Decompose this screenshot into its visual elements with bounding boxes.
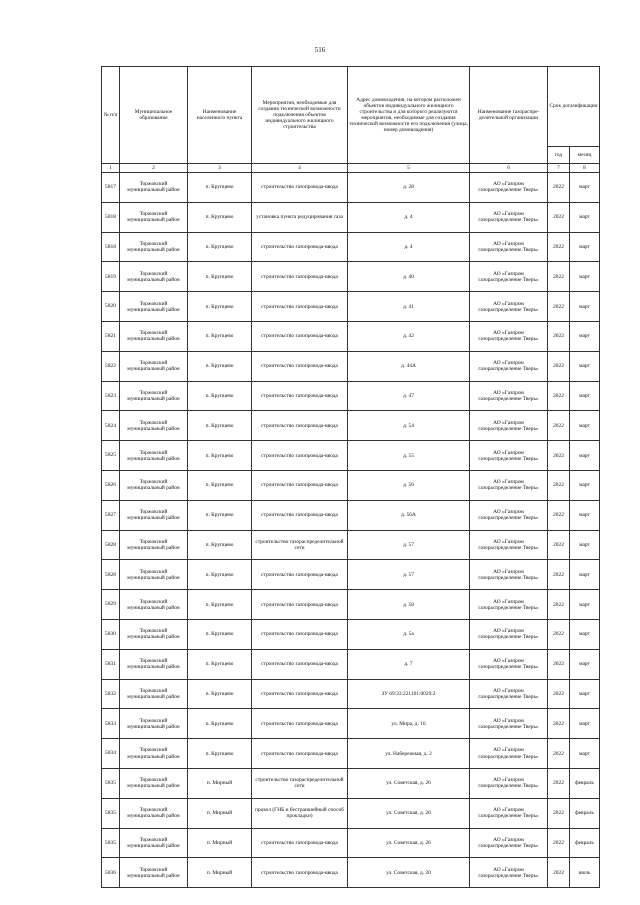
row-month: март [570, 500, 600, 530]
row-locality: п. Мирный [188, 798, 252, 828]
row-year: 2022 [548, 500, 570, 530]
row-measure: строительство газораспределительной сети [252, 530, 348, 560]
row-year: 2022 [548, 470, 570, 500]
table-row [102, 560, 600, 590]
row-number: 5832 [102, 679, 120, 709]
row-address: д. 4 [348, 202, 470, 232]
table-row [102, 768, 600, 798]
row-measure: строительство газопровода-ввода [252, 500, 348, 530]
row-address: ул. Мира, д. 16 [348, 709, 470, 739]
row-month: февраль [570, 798, 600, 828]
row-year: 2022 [548, 202, 570, 232]
row-organization: АО «Газпром газораспределение Тверь» [470, 262, 548, 292]
row-year: 2022 [548, 590, 570, 620]
header-year: год [548, 147, 570, 164]
header-num: № п/п [102, 67, 120, 164]
row-locality: п. Крупцево [188, 530, 252, 560]
row-year: 2022 [548, 768, 570, 798]
row-measure: строительство газопровода-ввода [252, 649, 348, 679]
table-row [102, 351, 600, 381]
row-year: 2022 [548, 321, 570, 351]
row-locality: п. Крупцево [188, 441, 252, 471]
row-municipality: Торжокский муниципальный район [120, 828, 188, 858]
row-measure: строительство газопровода-ввода [252, 858, 348, 888]
row-municipality: Торжокский муниципальный район [120, 709, 188, 739]
row-number: 5819 [102, 262, 120, 292]
row-locality: п. Крупцево [188, 649, 252, 679]
row-locality: п. Крупцево [188, 173, 252, 203]
row-month: март [570, 292, 600, 322]
row-address: ул. Советская, д. 26 [348, 798, 470, 828]
row-organization: АО «Газпром газораспределение Тверь» [470, 679, 548, 709]
row-number: 5824 [102, 411, 120, 441]
row-organization: АО «Газпром газораспределение Тверь» [470, 560, 548, 590]
row-municipality: Торжокский муниципальный район [120, 679, 188, 709]
row-organization: АО «Газпром газораспределение Тверь» [470, 530, 548, 560]
row-year: 2022 [548, 739, 570, 769]
row-municipality: Торжокский муниципальный район [120, 590, 188, 620]
row-number: 5827 [102, 500, 120, 530]
row-month: июль [570, 858, 600, 888]
row-month: март [570, 619, 600, 649]
table-row [102, 828, 600, 858]
row-municipality: Торжокский муниципальный район [120, 381, 188, 411]
row-organization: АО «Газпром газораспределение Тверь» [470, 351, 548, 381]
page-number: 516 [314, 46, 326, 54]
row-municipality: Торжокский муниципальный район [120, 232, 188, 262]
row-locality: п. Крупцево [188, 739, 252, 769]
row-year: 2022 [548, 858, 570, 888]
col-number-8: 8 [570, 164, 600, 173]
table-row [102, 679, 600, 709]
row-organization: АО «Газпром газораспределение Тверь» [470, 411, 548, 441]
row-municipality: Торжокский муниципальный район [120, 560, 188, 590]
row-address: д. 42 [348, 321, 470, 351]
row-measure: строительство газопровода-ввода [252, 351, 348, 381]
col-number-2: 2 [120, 164, 188, 173]
row-measure: строительство газопровода-ввода [252, 709, 348, 739]
header-measures: Мероприятия, необходимые для создания технической возможности подключения объектов индивидуального жилищного строительства [252, 67, 348, 164]
row-address: ЗУ 69:33:221101:0029:2 [348, 679, 470, 709]
row-address: д. 4 [348, 232, 470, 262]
table-row [102, 619, 600, 649]
row-address: д. 56 [348, 470, 470, 500]
table-row [102, 173, 600, 203]
row-month: март [570, 173, 600, 203]
row-measure: строительство газопровода-ввода [252, 679, 348, 709]
row-month: март [570, 590, 600, 620]
row-locality: п. Крупцево [188, 381, 252, 411]
row-measure: строительство газопровода-ввода [252, 739, 348, 769]
row-municipality: Торжокский муниципальный район [120, 858, 188, 888]
row-organization: АО «Газпром газораспределение Тверь» [470, 500, 548, 530]
row-address: ул. Советская, д. 20 [348, 858, 470, 888]
row-year: 2022 [548, 411, 570, 441]
row-address: д. 41 [348, 292, 470, 322]
row-municipality: Торжокский муниципальный район [120, 262, 188, 292]
row-month: март [570, 441, 600, 471]
row-month: март [570, 411, 600, 441]
row-locality: п. Крупцево [188, 560, 252, 590]
row-measure: строительство газопровода-ввода [252, 232, 348, 262]
header-municipality: Муниципальное образование [120, 67, 188, 164]
row-year: 2022 [548, 709, 570, 739]
row-municipality: Торжокский муниципальный район [120, 470, 188, 500]
row-organization: АО «Газпром газораспределение Тверь» [470, 173, 548, 203]
row-address: д. 40 [348, 262, 470, 292]
row-year: 2022 [548, 798, 570, 828]
table-row [102, 232, 600, 262]
row-municipality: Торжокский муниципальный район [120, 351, 188, 381]
row-municipality: Торжокский муниципальный район [120, 768, 188, 798]
row-municipality: Торжокский муниципальный район [120, 321, 188, 351]
row-locality: п. Крупцево [188, 262, 252, 292]
table-row [102, 441, 600, 471]
row-year: 2022 [548, 679, 570, 709]
row-year: 2022 [548, 560, 570, 590]
header-locality: Наименование населенного пункта [188, 67, 252, 164]
table-row [102, 739, 600, 769]
row-month: март [570, 709, 600, 739]
row-municipality: Торжокский муниципальный район [120, 292, 188, 322]
row-municipality: Торжокский муниципальный район [120, 441, 188, 471]
row-measure: строительство газопровода-ввода [252, 411, 348, 441]
col-number-4: 4 [252, 164, 348, 173]
row-number: 5826 [102, 470, 120, 500]
row-organization: АО «Газпром газораспределение Тверь» [470, 590, 548, 620]
row-municipality: Торжокский муниципальный район [120, 411, 188, 441]
row-municipality: Торжокский муниципальный район [120, 500, 188, 530]
row-municipality: Торжокский муниципальный район [120, 619, 188, 649]
row-month: март [570, 530, 600, 560]
row-locality: п. Крупцево [188, 590, 252, 620]
table-row [102, 381, 600, 411]
row-number: 5828 [102, 530, 120, 560]
row-month: февраль [570, 768, 600, 798]
col-number-7: 7 [548, 164, 570, 173]
row-number: 5835 [102, 828, 120, 858]
row-organization: АО «Газпром газораспределение Тверь» [470, 649, 548, 679]
table-row [102, 321, 600, 351]
row-organization: АО «Газпром газораспределение Тверь» [470, 858, 548, 888]
row-year: 2022 [548, 619, 570, 649]
row-year: 2022 [548, 262, 570, 292]
gasification-table [101, 66, 600, 888]
row-municipality: Торжокский муниципальный район [120, 530, 188, 560]
table-row [102, 411, 600, 441]
col-number-6: 6 [470, 164, 548, 173]
row-measure: строительство газопровода-ввода [252, 441, 348, 471]
row-number: 5836 [102, 858, 120, 888]
row-number: 5818 [102, 232, 120, 262]
row-measure: строительство газораспределительной сети [252, 768, 348, 798]
row-address: ул. Советская, д. 26 [348, 828, 470, 858]
table-row [102, 470, 600, 500]
row-year: 2022 [548, 292, 570, 322]
row-year: 2022 [548, 232, 570, 262]
col-number-3: 3 [188, 164, 252, 173]
row-measure: строительство газопровода-ввода [252, 292, 348, 322]
row-month: март [570, 470, 600, 500]
row-month: март [570, 560, 600, 590]
row-locality: п. Мирный [188, 768, 252, 798]
row-measure: строительство газопровода-ввода [252, 560, 348, 590]
row-year: 2022 [548, 828, 570, 858]
row-month: март [570, 649, 600, 679]
row-address: д. 44А [348, 351, 470, 381]
row-address: д. 58 [348, 590, 470, 620]
row-address: д. 56А [348, 500, 470, 530]
row-year: 2022 [548, 381, 570, 411]
row-address: д. 55 [348, 441, 470, 471]
row-address: д. 5а [348, 619, 470, 649]
row-locality: п. Мирный [188, 858, 252, 888]
row-organization: АО «Газпром газораспределение Тверь» [470, 441, 548, 471]
row-month: март [570, 351, 600, 381]
row-locality: п. Крупцево [188, 619, 252, 649]
row-number: 5834 [102, 739, 120, 769]
row-measure: строительство газопровода-ввода [252, 828, 348, 858]
row-measure: строительство газопровода-ввода [252, 321, 348, 351]
row-number: 5831 [102, 649, 120, 679]
row-number: 5821 [102, 321, 120, 351]
row-municipality: Торжокский муниципальный район [120, 649, 188, 679]
row-municipality: Торжокский муниципальный район [120, 739, 188, 769]
row-year: 2022 [548, 649, 570, 679]
row-number: 5829 [102, 590, 120, 620]
row-locality: п. Крупцево [188, 500, 252, 530]
row-locality: п. Крупцево [188, 292, 252, 322]
row-locality: п. Крупцево [188, 709, 252, 739]
row-month: март [570, 739, 600, 769]
row-organization: АО «Газпром газораспределение Тверь» [470, 768, 548, 798]
table-row [102, 530, 600, 560]
row-locality: п. Крупцево [188, 232, 252, 262]
table-row [102, 202, 600, 232]
row-address: д. 57 [348, 530, 470, 560]
row-locality: п. Крупцево [188, 470, 252, 500]
row-year: 2022 [548, 441, 570, 471]
row-locality: п. Крупцево [188, 321, 252, 351]
row-measure: строительство газопровода-ввода [252, 173, 348, 203]
row-address: д. 28 [348, 173, 470, 203]
row-month: март [570, 381, 600, 411]
row-locality: п. Крупцево [188, 679, 252, 709]
row-organization: АО «Газпром газораспределение Тверь» [470, 232, 548, 262]
table-row [102, 858, 600, 888]
row-measure: прокол (ГНБ и бестраншейный способ прокладки) [252, 798, 348, 828]
row-measure: строительство газопровода-ввода [252, 619, 348, 649]
row-organization: АО «Газпром газораспределение Тверь» [470, 321, 548, 351]
row-organization: АО «Газпром газораспределение Тверь» [470, 292, 548, 322]
row-number: 5822 [102, 351, 120, 381]
row-locality: п. Крупцево [188, 351, 252, 381]
row-address: д. 47 [348, 381, 470, 411]
row-organization: АО «Газпром газораспределение Тверь» [470, 709, 548, 739]
row-address: ул. Набережная, д. 2 [348, 739, 470, 769]
header-address: Адрес домовладения, на котором расположен объектов индивидуального жилищного строительства и для которого реализуются мероприятия, необходимые для создания технической возможности его подключения (улица, номер домовладения) [348, 67, 470, 164]
row-number: 5828 [102, 560, 120, 590]
table-row [102, 709, 600, 739]
row-municipality: Торжокский муниципальный район [120, 798, 188, 828]
col-number-1: 1 [102, 164, 120, 173]
table-row [102, 649, 600, 679]
row-organization: АО «Газпром газораспределение Тверь» [470, 619, 548, 649]
row-number: 5833 [102, 709, 120, 739]
row-organization: АО «Газпром газораспределение Тверь» [470, 381, 548, 411]
row-measure: строительство газопровода-ввода [252, 470, 348, 500]
row-municipality: Торжокский муниципальный район [120, 202, 188, 232]
row-organization: АО «Газпром газораспределение Тверь» [470, 739, 548, 769]
row-address: д. 54 [348, 411, 470, 441]
row-measure: строительство газопровода-ввода [252, 381, 348, 411]
row-number: 5830 [102, 619, 120, 649]
row-year: 2022 [548, 173, 570, 203]
col-number-5: 5 [348, 164, 470, 173]
row-year: 2022 [548, 530, 570, 560]
row-address: д. 7 [348, 649, 470, 679]
row-number: 5825 [102, 441, 120, 471]
row-month: март [570, 262, 600, 292]
table-row [102, 798, 600, 828]
table-row [102, 262, 600, 292]
row-month: март [570, 679, 600, 709]
table-row [102, 590, 600, 620]
row-number: 5817 [102, 173, 120, 203]
row-organization: АО «Газпром газораспределение Тверь» [470, 798, 548, 828]
row-number: 5818 [102, 202, 120, 232]
row-locality: п. Крупцево [188, 411, 252, 441]
header-term: Срок догазификации [548, 67, 600, 147]
row-month: февраль [570, 828, 600, 858]
row-address: ул. Советская, д. 26 [348, 768, 470, 798]
row-organization: АО «Газпром газораспределение Тверь» [470, 470, 548, 500]
table-row [102, 500, 600, 530]
row-number: 5820 [102, 292, 120, 322]
row-organization: АО «Газпром газораспределение Тверь» [470, 202, 548, 232]
row-year: 2022 [548, 351, 570, 381]
row-number: 5835 [102, 768, 120, 798]
row-measure: установка пункта редуцирования газа [252, 202, 348, 232]
row-locality: п. Крупцево [188, 202, 252, 232]
row-month: март [570, 232, 600, 262]
header-org: Наименование газораспре- делительной организации [470, 67, 548, 164]
row-month: март [570, 321, 600, 351]
row-address: д. 57 [348, 560, 470, 590]
row-locality: п. Мирный [188, 828, 252, 858]
header-month: месяц [570, 147, 600, 164]
row-measure: строительство газопровода-ввода [252, 262, 348, 292]
row-organization: АО «Газпром газораспределение Тверь» [470, 828, 548, 858]
row-number: 5835 [102, 798, 120, 828]
row-measure: строительство газопровода-ввода [252, 590, 348, 620]
row-month: март [570, 202, 600, 232]
table-row [102, 292, 600, 322]
row-number: 5823 [102, 381, 120, 411]
row-municipality: Торжокский муниципальный район [120, 173, 188, 203]
